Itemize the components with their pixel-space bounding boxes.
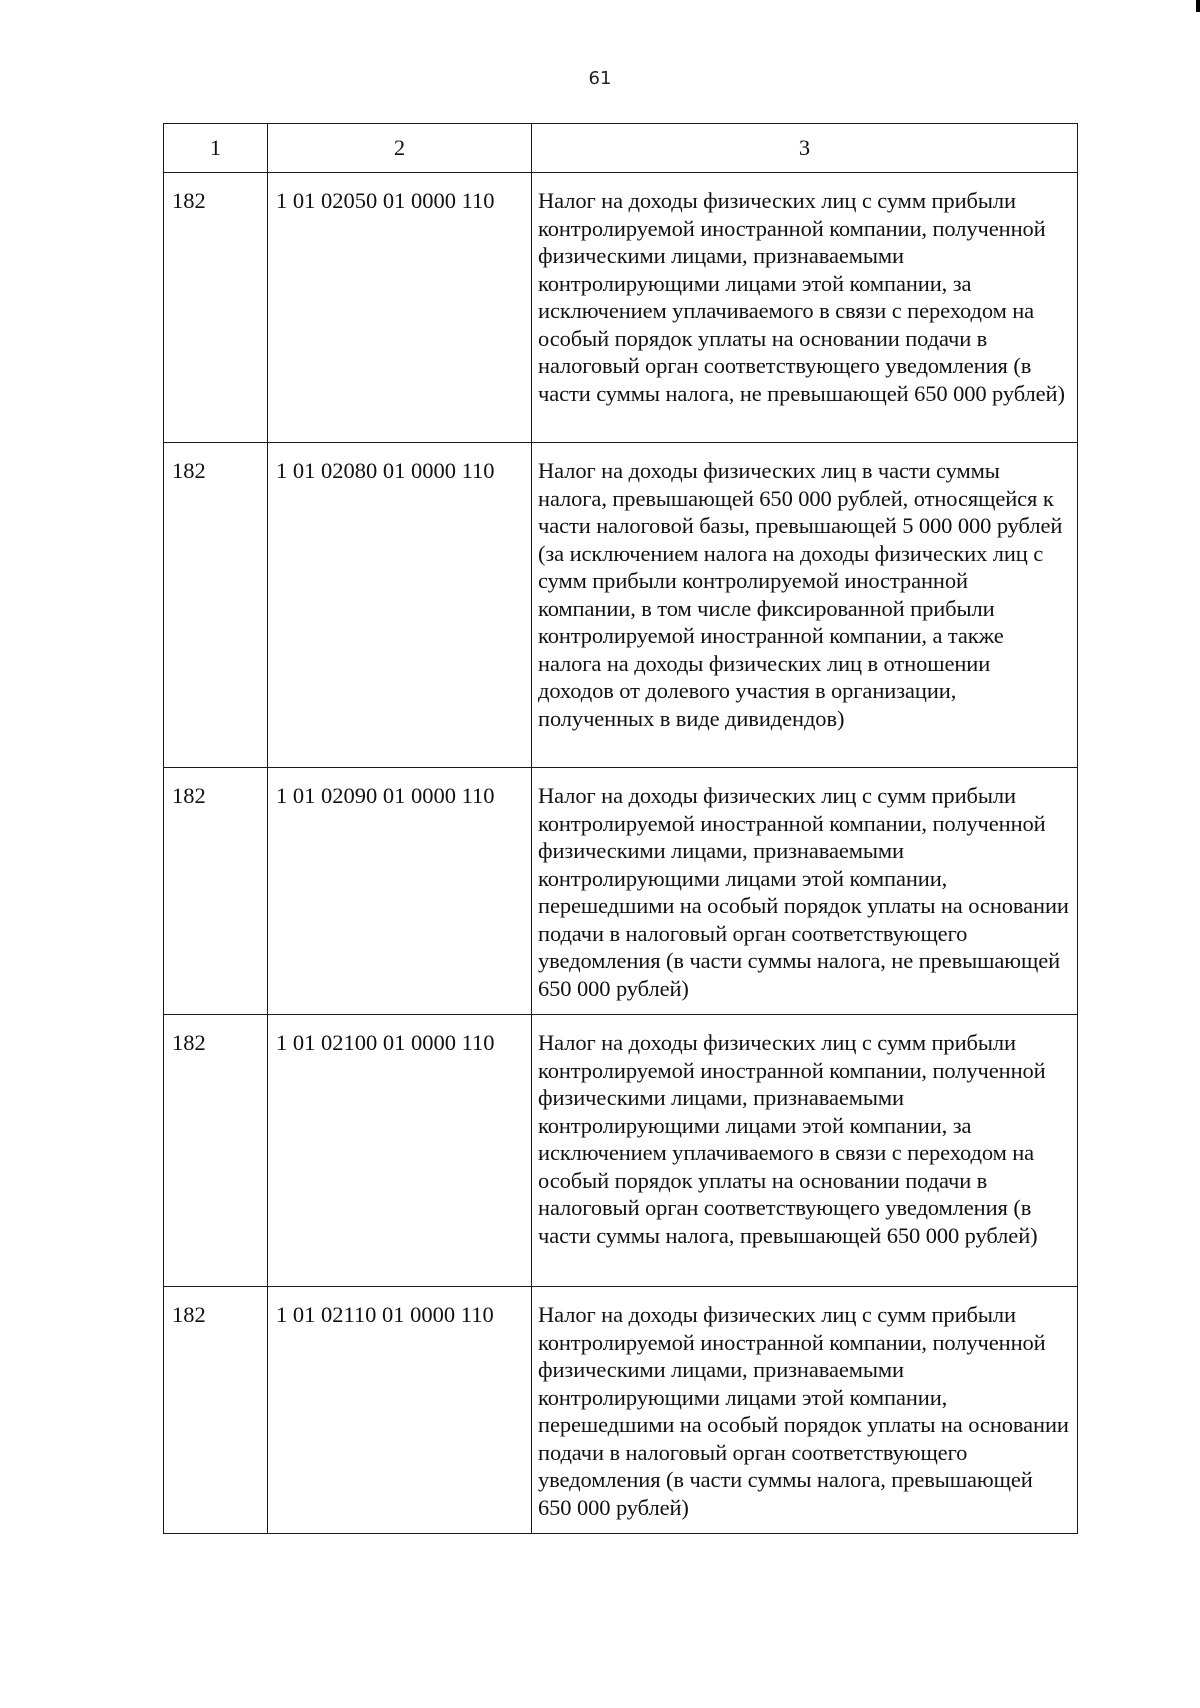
table-row: [164, 443, 1078, 768]
budget-code-cell: 1 01 02090 01 0000 110: [268, 768, 532, 1015]
budget-code-cell: 1 01 02110 01 0000 110: [268, 1287, 532, 1534]
admin-code-cell: 182: [164, 768, 268, 1015]
column-header-3: 3: [532, 124, 1078, 173]
description-cell: Налог на доходы физических лиц с сумм прибыли контролируемой иностранной компании, полученной физическими лицами, признаваемыми контролирующими лицами этой компании, за исключением уплачиваемого в связи с переходом на особый порядок уплаты на основании подачи в налоговый орган соответствующего уведомления (в части суммы налога, превышающей 650 000 рублей): [532, 1015, 1078, 1287]
description-cell: Налог на доходы физических лиц с сумм прибыли контролируемой иностранной компании, полученной физическими лицами, признаваемыми контролирующими лицами этой компании, за исключением уплачиваемого в связи с переходом на особый порядок уплаты на основании подачи в налоговый орган соответствующего уведомления (в части суммы налога, не превышающей 650 000 рублей): [532, 173, 1078, 443]
admin-code-cell: 182: [164, 1287, 268, 1534]
budget-code-cell: 1 01 02050 01 0000 110: [268, 173, 532, 443]
classification-table: [163, 123, 1078, 1534]
description-cell: Налог на доходы физических лиц с сумм прибыли контролируемой иностранной компании, полученной физическими лицами, признаваемыми контролирующими лицами этой компании, перешедшими на особый порядок уплаты на основании подачи в налоговый орган соответствующего уведомления (в части суммы налога, не превышающей 650 000 рублей): [532, 768, 1078, 1015]
admin-code-cell: 182: [164, 1015, 268, 1287]
page-number: 61: [588, 68, 612, 89]
budget-code-cell: 1 01 02080 01 0000 110: [268, 443, 532, 768]
column-header-2: 2: [268, 124, 532, 173]
table-row: [164, 1287, 1078, 1534]
scan-edge-mark: [1196, 0, 1200, 12]
description-cell: Налог на доходы физических лиц в части суммы налога, превышающей 650 000 рублей, относящейся к части налоговой базы, превышающей 5 000 000 рублей (за исключением налога на доходы физических лиц с сумм прибыли контролируемой иностранной компании, в том числе фиксированной прибыли контролируемой иностранной компании, а также налога на доходы физических лиц в отношении доходов от долевого участия в организации, полученных в виде дивидендов): [532, 443, 1078, 768]
table-row: [164, 768, 1078, 1015]
table-row: [164, 173, 1078, 443]
budget-code-cell: 1 01 02100 01 0000 110: [268, 1015, 532, 1287]
description-cell: Налог на доходы физических лиц с сумм прибыли контролируемой иностранной компании, полученной физическими лицами, признаваемыми контролирующими лицами этой компании, перешедшими на особый порядок уплаты на основании подачи в налоговый орган соответствующего уведомления (в части суммы налога, превышающей 650 000 рублей): [532, 1287, 1078, 1534]
admin-code-cell: 182: [164, 173, 268, 443]
table-header-row: [164, 124, 1078, 173]
column-header-1: 1: [164, 124, 268, 173]
table-row: [164, 1015, 1078, 1287]
admin-code-cell: 182: [164, 443, 268, 768]
